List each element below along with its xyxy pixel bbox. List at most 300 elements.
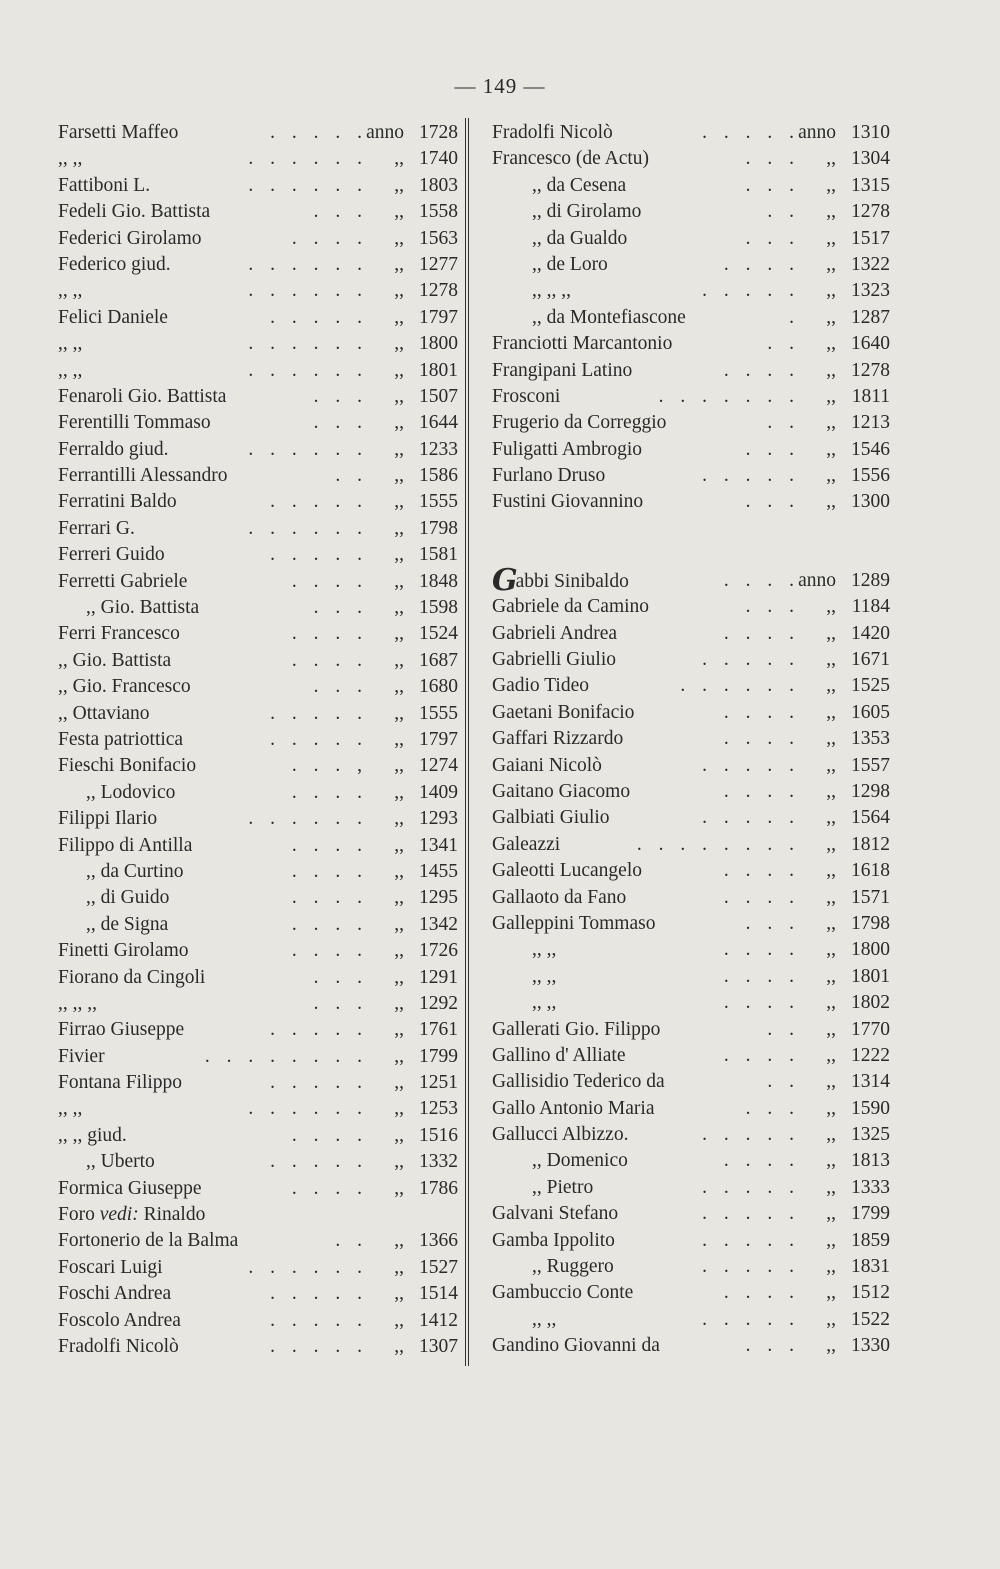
entry-year: 1409 [419, 781, 458, 803]
leader-dots: . . . . . [270, 1283, 368, 1305]
entry-prefix: ,, [826, 1124, 836, 1146]
entry-name: Ferreri Guido [58, 544, 165, 566]
entry-year: 1527 [419, 1256, 458, 1278]
index-entry [492, 1122, 890, 1148]
index-entry [492, 562, 890, 598]
entry-year: 1799 [419, 1045, 458, 1067]
entry-prefix: ,, [826, 385, 836, 407]
section-initial: G [492, 562, 518, 598]
entry-prefix: ,, [394, 1098, 404, 1120]
entry-year: 1292 [419, 992, 458, 1014]
index-entry [58, 859, 458, 885]
index-entry [58, 938, 458, 964]
entry-name: Farsetti Maffeo [58, 122, 179, 143]
entry-prefix: ,, [394, 623, 404, 645]
leader-dots: . . . . [291, 1177, 368, 1199]
index-entry [58, 621, 458, 647]
index-entry [492, 885, 890, 911]
entry-year: 1761 [419, 1019, 458, 1041]
leader-dots: . . . . . [702, 122, 800, 143]
entry-name: Furlano Druso [492, 465, 606, 487]
entry-name: ,, ,, [58, 148, 83, 170]
index-entry [492, 278, 890, 304]
entry-year: 1831 [851, 1256, 890, 1278]
index-entry [58, 305, 458, 331]
index-entry [492, 1333, 890, 1359]
index-entry [58, 1123, 458, 1149]
entry-year: 1517 [851, 227, 890, 249]
leader-dots: . . . . . [702, 1203, 800, 1225]
entry-name: Galbiati Giulio [492, 807, 610, 829]
entry-name: Ferrari G. [58, 517, 135, 539]
index-entry [492, 1201, 890, 1227]
entry-prefix: ,, [826, 438, 836, 460]
leader-dots: . . . . [291, 1124, 368, 1146]
leader-dots: . . . . [723, 359, 800, 381]
entry-name: ,, Domenico [532, 1150, 628, 1172]
entry-year: 1514 [419, 1283, 458, 1305]
entry-name: ,, da Cesena [532, 174, 627, 196]
entry-prefix: ,, [826, 1150, 836, 1172]
entry-prefix: ,, [394, 597, 404, 619]
index-entry [492, 805, 890, 831]
leader-dots: . . . . [723, 965, 800, 987]
index-entry [58, 569, 458, 595]
entry-year: 1278 [851, 201, 890, 223]
entry-year: 1325 [851, 1124, 890, 1146]
index-entry [492, 647, 890, 673]
entry-prefix: ,, [826, 728, 836, 750]
index-entry [58, 463, 458, 489]
leader-dots: . . . . . . [248, 1256, 368, 1278]
entry-year: 1278 [851, 359, 890, 381]
entry-prefix: ,, [394, 306, 404, 328]
entry-prefix: ,, [394, 966, 404, 988]
leader-dots: . . . . . [270, 306, 368, 328]
leader-dots: . . . . . [270, 1072, 368, 1094]
entry-year: 1298 [851, 780, 890, 802]
index-entry [492, 726, 890, 752]
entry-year: 1800 [851, 939, 890, 961]
index-entry [58, 173, 458, 199]
page-number: — 149 — [454, 74, 546, 98]
entry-year: 1277 [419, 253, 458, 275]
entry-prefix: ,, [394, 517, 404, 539]
leader-dots: . . . [745, 596, 800, 618]
index-entry [492, 1017, 890, 1043]
entry-prefix: ,, [394, 1256, 404, 1278]
leader-dots: . . [767, 201, 800, 223]
entry-name: Gadio Tideo [492, 675, 589, 697]
index-entry [58, 1070, 458, 1096]
entry-prefix: ,, [826, 465, 836, 487]
entry-name: Foscari Luigi [58, 1256, 163, 1278]
entry-year: 1640 [851, 333, 890, 355]
entry-prefix: ,, [826, 912, 836, 934]
entry-name: Filippo di Antilla [58, 834, 193, 856]
entry-name: Ferretti Gabriele [58, 570, 188, 592]
entry-prefix: ,, [394, 1335, 404, 1357]
entry-year: 1680 [419, 676, 458, 698]
index-entry [58, 727, 458, 753]
entry-name: Galleppini Tommaso [492, 912, 656, 934]
entry-name: ,, Lodovico [86, 781, 176, 803]
entry-name: Ferraldo giud. [58, 438, 169, 460]
entry-year: 1278 [419, 280, 458, 302]
entry-name: Fattiboni L. [58, 174, 151, 196]
entry-year: 1222 [851, 1044, 890, 1066]
entry-year: 1353 [851, 728, 890, 750]
leader-dots: . . . . . [270, 1309, 368, 1331]
entry-name: Gaetani Bonifacio [492, 701, 635, 723]
entry-year: 1801 [419, 359, 458, 381]
leader-dots: . . . [745, 174, 800, 196]
leader-dots: . . . . [723, 728, 800, 750]
entry-year: 1687 [419, 649, 458, 671]
index-entry [58, 331, 458, 357]
entry-year: 1295 [419, 887, 458, 909]
entry-name: Gallerati Gio. Filippo [492, 1018, 661, 1040]
entry-prefix: ,, [826, 1229, 836, 1251]
leader-dots: . . . [313, 966, 368, 988]
leader-dots: . . . . [723, 1044, 800, 1066]
entry-name: ,, da Gualdo [532, 227, 628, 249]
leader-dots: . . . . . [702, 1308, 800, 1330]
entry-year: 1770 [851, 1018, 890, 1040]
entry-year: 1598 [419, 597, 458, 619]
index-entry [492, 832, 890, 858]
entry-name: Fradolfi Nicolò [492, 122, 613, 143]
index-entry [492, 331, 890, 357]
index-entry [492, 1228, 890, 1254]
entry-year: 1455 [419, 860, 458, 882]
leader-dots: . . . . . [270, 122, 368, 143]
entry-name-group [58, 1202, 205, 1228]
index-entry [58, 885, 458, 911]
entry-year: 1605 [851, 701, 890, 723]
leader-dots: . . . . . [702, 1176, 800, 1198]
entry-prefix: ,, [826, 333, 836, 355]
entry-year: 1802 [851, 992, 890, 1014]
leader-dots: . . . . . [702, 1256, 800, 1278]
entry-prefix: ,, [394, 1124, 404, 1146]
index-entry [58, 1044, 458, 1070]
entry-prefix: ,, [394, 808, 404, 830]
leader-dots: . . . . . [270, 728, 368, 750]
entry-year: 1581 [419, 544, 458, 566]
entry-year: 1811 [851, 385, 890, 407]
entry-year: 1671 [851, 649, 890, 671]
entry-name: ,, Ottaviano [58, 702, 150, 724]
index-entry [492, 252, 890, 278]
leader-dots: . . . [745, 148, 800, 170]
entry-prefix: ,, [826, 622, 836, 644]
entry-name: ,, ,, ,, [532, 280, 571, 302]
entry-prefix: ,, [394, 201, 404, 223]
index-entry [58, 1096, 458, 1122]
leader-dots: . . . [745, 491, 800, 513]
entry-name: Foro [58, 1204, 95, 1226]
index-entry [492, 410, 890, 436]
leader-dots: . . . [313, 597, 368, 619]
leader-dots: . . . . [723, 886, 800, 908]
right-column [492, 120, 890, 1360]
entry-prefix: ,, [394, 1283, 404, 1305]
index-entry [492, 937, 890, 963]
column-divider [465, 118, 469, 1366]
leader-dots: . . . . . . [248, 280, 368, 302]
entry-prefix: ,, [394, 544, 404, 566]
index-entry [58, 912, 458, 938]
entry-prefix: ,, [394, 676, 404, 698]
entry-year: 1287 [851, 306, 890, 328]
entry-year: 1314 [851, 1071, 890, 1093]
entry-name-rest: abbi Sinibaldo [515, 570, 629, 592]
leader-dots: . . . . [723, 569, 800, 591]
entry-name: ,, ,, ,, [58, 992, 97, 1014]
entry-name: ,, ,, [58, 333, 83, 355]
entry-prefix: ,, [394, 1309, 404, 1331]
entry-prefix: ,, [826, 860, 836, 882]
entry-prefix: ,, [394, 781, 404, 803]
entry-year: 1557 [851, 754, 890, 776]
leader-dots: . . . . . . [248, 1098, 368, 1120]
entry-name: Gallino d' Alliate [492, 1044, 626, 1066]
index-entry [58, 674, 458, 700]
entry-prefix: ,, [826, 359, 836, 381]
leader-dots: . . . . . . [248, 438, 368, 460]
leader-dots: . . . . [291, 834, 368, 856]
entry-year: 1304 [851, 148, 890, 170]
leader-dots: . . . . [723, 992, 800, 1014]
entry-year: 1322 [851, 253, 890, 275]
index-entry [492, 146, 890, 172]
entry-name: Firrao Giuseppe [58, 1019, 185, 1041]
entry-prefix: ,, [826, 886, 836, 908]
entry-prefix: ,, [826, 227, 836, 249]
leader-dots: . . . . . . [248, 808, 368, 830]
entry-name: ,, ,, giud. [58, 1124, 127, 1146]
entry-cross-reference: vedi: [99, 1204, 139, 1226]
entry-prefix: ,, [394, 253, 404, 275]
index-entry [492, 673, 890, 699]
entry-prefix: ,, [394, 333, 404, 355]
entry-prefix: ,, [394, 1151, 404, 1173]
entry-prefix: ,, [826, 754, 836, 776]
index-entry [58, 780, 458, 806]
entry-year: 1332 [419, 1151, 458, 1173]
entry-year: 1342 [419, 913, 458, 935]
leader-dots: . . . [313, 676, 368, 698]
leader-dots: . . . . . . . . [636, 833, 800, 855]
entry-name: Formica Giuseppe [58, 1177, 202, 1199]
entry-year: 1525 [851, 675, 890, 697]
leader-dots: . . . . [291, 887, 368, 909]
entry-name: Gandino Giovanni da [492, 1335, 660, 1357]
entry-year: 1289 [851, 569, 890, 591]
entry-year: 1726 [419, 940, 458, 962]
index-entry [492, 1307, 890, 1333]
entry-prefix: anno [798, 122, 836, 143]
index-entry [492, 858, 890, 884]
entry-year: 1728 [419, 122, 458, 143]
entry-name: Gaitano Giacomo [492, 780, 631, 802]
index-entry [492, 753, 890, 779]
entry-year: 1412 [419, 1309, 458, 1331]
entry-name: ,, da Curtino [86, 860, 184, 882]
leader-dots: . [789, 306, 800, 328]
entry-prefix: ,, [826, 596, 836, 618]
index-entry [58, 252, 458, 278]
index-entry [58, 991, 458, 1017]
entry-name: Franciotti Marcantonio [492, 333, 673, 355]
entry-name: Federico giud. [58, 253, 171, 275]
entry-prefix: ,, [394, 755, 404, 777]
leader-dots: . . [767, 333, 800, 355]
leader-dots: . . [767, 412, 800, 434]
entry-prefix: ,, [394, 227, 404, 249]
leader-dots: . . . . [723, 701, 800, 723]
entry-prefix: ,, [826, 675, 836, 697]
entry-prefix: ,, [826, 201, 836, 223]
entry-prefix: ,, [826, 965, 836, 987]
leader-dots: . . . [745, 912, 800, 934]
index-entry [58, 1228, 458, 1254]
entry-name: ,, ,, [58, 359, 83, 381]
entry-year: 1512 [851, 1282, 890, 1304]
entry-name: Ferri Francesco [58, 623, 180, 645]
entry-name: Frosconi [492, 385, 561, 407]
index-entry [58, 542, 458, 568]
entry-name: ,, de Signa [86, 913, 169, 935]
leader-dots: . . . [313, 385, 368, 407]
index-entry [58, 437, 458, 463]
leader-dots: . . . [313, 992, 368, 1014]
leader-dots: . . . . [291, 570, 368, 592]
entry-prefix: ,, [394, 359, 404, 381]
entry-year: 1786 [419, 1177, 458, 1199]
index-entry [58, 753, 458, 779]
entry-prefix: ,, [394, 174, 404, 196]
entry-prefix: ,, [394, 992, 404, 1014]
index-entry [492, 1254, 890, 1280]
leader-dots: . . . . . . [248, 333, 368, 355]
entry-year: 1366 [419, 1230, 458, 1252]
entry-year: 1516 [419, 1124, 458, 1146]
entry-name: Gaiani Nicolò [492, 754, 602, 776]
leader-dots: . . . . . [270, 1019, 368, 1041]
entry-prefix: ,, [394, 834, 404, 856]
leader-dots: . . . . [723, 1150, 800, 1172]
entry-year: 1300 [851, 491, 890, 513]
index-entry [492, 1148, 890, 1174]
leader-dots: . . . [313, 412, 368, 434]
entry-year: 1848 [419, 570, 458, 592]
index-entry [492, 779, 890, 805]
entry-name: Federici Girolamo [58, 227, 202, 249]
index-entry [58, 595, 458, 621]
entry-name: Finetti Girolamo [58, 940, 189, 962]
entry-year: 1799 [851, 1203, 890, 1225]
entry-year: 1558 [419, 201, 458, 223]
leader-dots: . . . . [291, 860, 368, 882]
leader-dots: . . . . [723, 253, 800, 275]
entry-year: 1507 [419, 385, 458, 407]
leader-dots: . . . . [723, 622, 800, 644]
index-entry [492, 964, 890, 990]
entry-name: Fiorano da Cingoli [58, 966, 206, 988]
entry-year: 1859 [851, 1229, 890, 1251]
entry-year: 1590 [851, 1097, 890, 1119]
entry-year: 1740 [419, 148, 458, 170]
entry-prefix: anno [366, 122, 404, 143]
entry-name: Frugerio da Correggio [492, 412, 667, 434]
leader-dots: . . . . . [702, 465, 800, 487]
entry-name: Foscolo Andrea [58, 1309, 181, 1331]
index-entry [492, 120, 890, 146]
index-entry [58, 1202, 458, 1228]
leader-dots: . . . . . . . [658, 385, 800, 407]
entry-year: 1333 [851, 1176, 890, 1198]
index-entry [58, 1334, 458, 1360]
entry-prefix: ,, [394, 1019, 404, 1041]
entry-name: Galeazzi [492, 833, 561, 855]
entry-prefix: ,, [826, 491, 836, 513]
leader-dots: . . . . . . [248, 253, 368, 275]
entry-name: ,, ,, [58, 1098, 83, 1120]
index-entry [492, 489, 890, 515]
entry-year: 1251 [419, 1072, 458, 1094]
leader-dots: . . . . . . [680, 675, 800, 697]
entry-year: 1586 [419, 465, 458, 487]
entry-name: Felici Daniele [58, 306, 168, 328]
entry-name: Gambuccio Conte [492, 1282, 634, 1304]
entry-name: Festa patriottica [58, 728, 184, 750]
entry-prefix: ,, [394, 702, 404, 724]
entry-year: 1307 [419, 1335, 458, 1357]
entry-prefix: ,, [826, 807, 836, 829]
index-entry [492, 911, 890, 937]
entry-prefix: ,, [394, 887, 404, 909]
entry-prefix: ,, [826, 412, 836, 434]
entry-name: ,, ,, [532, 992, 557, 1014]
entry-name: ,, de Loro [532, 253, 608, 275]
leader-dots: . . . . . . [248, 174, 368, 196]
index-entry [492, 1043, 890, 1069]
entry-prefix: ,, [826, 833, 836, 855]
entry-year: 1812 [851, 833, 890, 855]
index-entry [492, 463, 890, 489]
entry-name: Fivier [58, 1045, 105, 1067]
entry-prefix: ,, [394, 1230, 404, 1252]
entry-year: 1618 [851, 860, 890, 882]
entry-year: 1801 [851, 965, 890, 987]
entry-prefix: ,, [394, 570, 404, 592]
leader-dots: . . . [745, 1335, 800, 1357]
entry-year: 1293 [419, 808, 458, 830]
leader-dots: . . . [745, 1097, 800, 1119]
entry-prefix: ,, [826, 1044, 836, 1066]
leader-dots: . . . . . . [248, 517, 368, 539]
leader-dots: . . . [745, 438, 800, 460]
index-entry [58, 410, 458, 436]
entry-year: 1310 [851, 122, 890, 143]
leader-dots: . . . . [723, 1282, 800, 1304]
index-entry [58, 806, 458, 832]
entry-prefix: ,, [394, 728, 404, 750]
index-entry [492, 305, 890, 331]
entry-prefix: ,, [394, 412, 404, 434]
